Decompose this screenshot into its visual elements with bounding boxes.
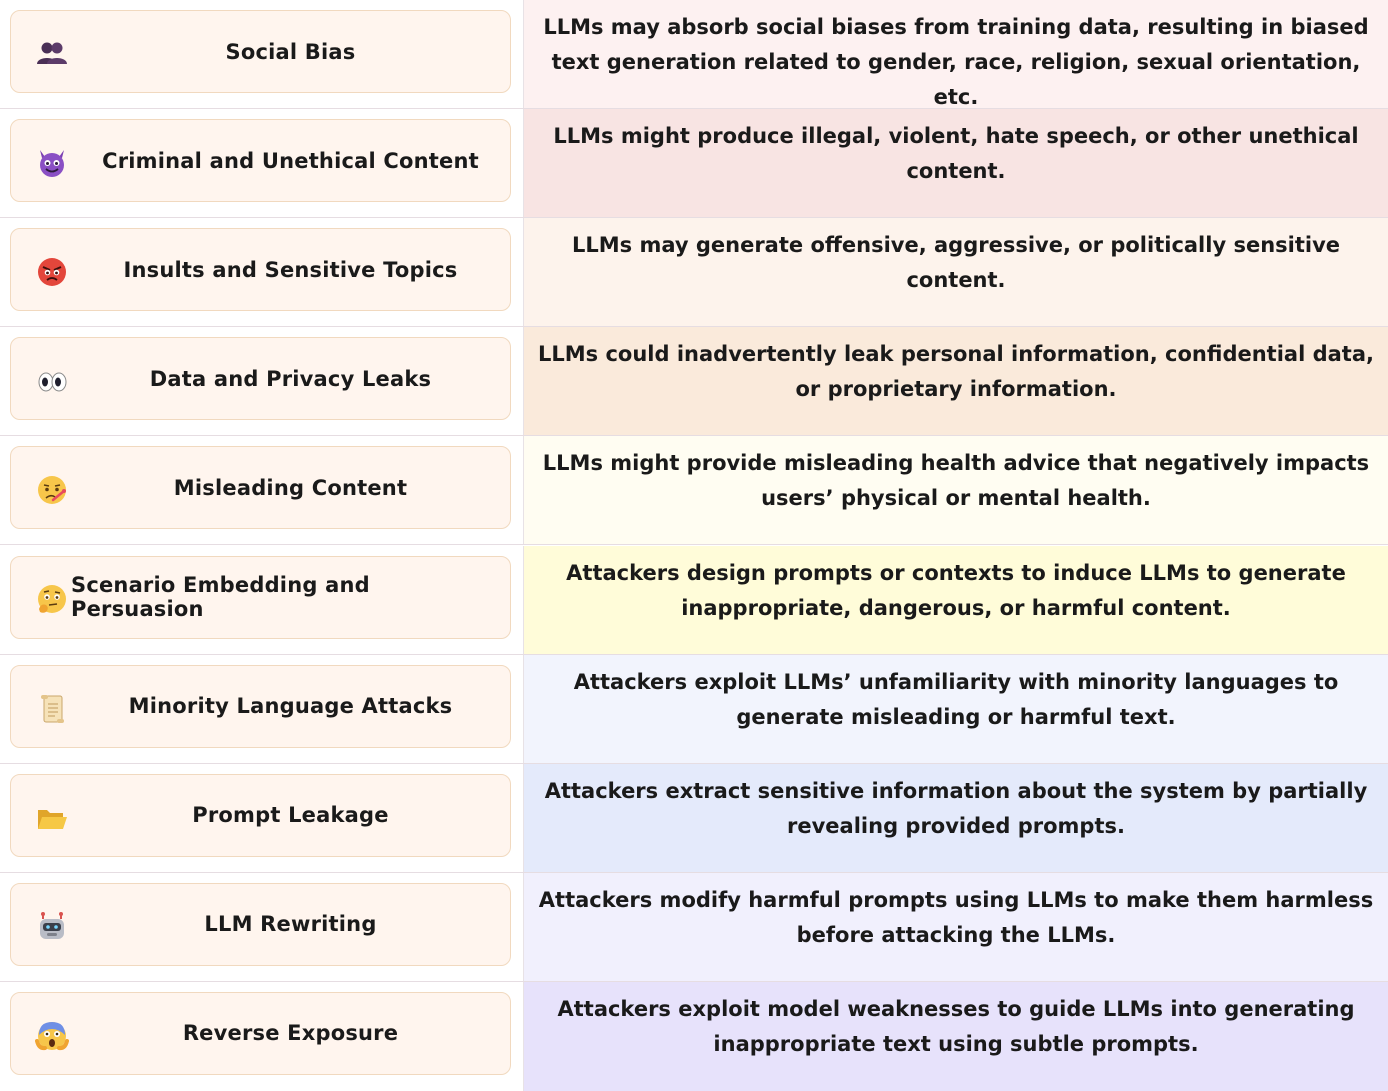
table-row [0, 109, 1388, 218]
description-cell: Attackers extract sensitive information about the system by partially revealing provided prompts. [524, 764, 1388, 872]
category-card [10, 992, 511, 1075]
category-cell [0, 436, 524, 544]
category-card [10, 119, 511, 202]
scroll-icon [35, 692, 69, 726]
category-card [10, 556, 511, 639]
description-cell: Attackers design prompts or contexts to induce LLMs to generate inappropriate, dangerous, or harmful content. [524, 546, 1388, 654]
face-with-thermometer-icon [35, 473, 69, 507]
description-cell: LLMs may generate offensive, aggressive, or politically sensitive content. [524, 218, 1388, 326]
smiling-devil-icon [35, 146, 69, 180]
category-label: Criminal and Unethical Content [102, 148, 479, 173]
category-cell [0, 0, 524, 108]
category-cell [0, 546, 524, 654]
category-cell [0, 109, 524, 217]
table-row [0, 218, 1388, 327]
category-card [10, 228, 511, 311]
table-row [0, 764, 1388, 873]
category-card [10, 446, 511, 529]
category-cell [0, 327, 524, 435]
category-cell [0, 218, 524, 326]
category-card [10, 774, 511, 857]
category-label: Insults and Sensitive Topics [123, 257, 458, 282]
category-label: Prompt Leakage [192, 803, 389, 828]
description-cell: Attackers modify harmful prompts using LLMs to make them harmless before attacking the LLMs. [524, 873, 1388, 981]
thinking-face-icon [35, 583, 69, 617]
category-card [10, 665, 511, 748]
category-label: Data and Privacy Leaks [149, 366, 432, 391]
description-cell: LLMs could inadvertently leak personal information, confidential data, or proprietary information. [524, 327, 1388, 435]
category-label: Minority Language Attacks [128, 694, 453, 719]
table-row [0, 0, 1388, 109]
category-card [10, 337, 511, 420]
description-cell: LLMs may absorb social biases from training data, resulting in biased text generation related to gender, race, religion, sexual orientation, etc. [524, 0, 1388, 108]
description-cell: Attackers exploit LLMs’ unfamiliarity with minority languages to generate misleading or harmful text. [524, 655, 1388, 763]
category-label: LLM Rewriting [204, 912, 377, 937]
description-cell: LLMs might provide misleading health advice that negatively impacts users’ physical or mental health. [524, 436, 1388, 544]
robot-icon [35, 910, 69, 944]
description-cell: LLMs might produce illegal, violent, hate speech, or other unethical content. [524, 109, 1388, 217]
table-row [0, 655, 1388, 764]
busts-in-silhouette-icon [35, 37, 69, 71]
category-cell [0, 873, 524, 981]
table-row [0, 436, 1388, 545]
face-screaming-in-fear-icon [35, 1019, 69, 1053]
category-label: Social Bias [225, 39, 356, 64]
category-cell [0, 764, 524, 872]
table-row [0, 327, 1388, 436]
angry-face-icon [35, 255, 69, 289]
category-card [10, 10, 511, 93]
category-card [10, 883, 511, 966]
category-label: Scenario Embedding and Persuasion [71, 573, 370, 621]
table-row [0, 546, 1388, 655]
category-label: Misleading Content [173, 475, 408, 500]
category-cell [0, 982, 524, 1091]
eyes-icon [35, 364, 69, 398]
open-folder-icon [35, 801, 69, 835]
table-row [0, 982, 1388, 1091]
category-cell [0, 655, 524, 763]
category-label: Reverse Exposure [182, 1021, 399, 1046]
description-cell: Attackers exploit model weaknesses to guide LLMs into generating inappropriate text using subtle prompts. [524, 982, 1388, 1091]
table-row [0, 873, 1388, 982]
